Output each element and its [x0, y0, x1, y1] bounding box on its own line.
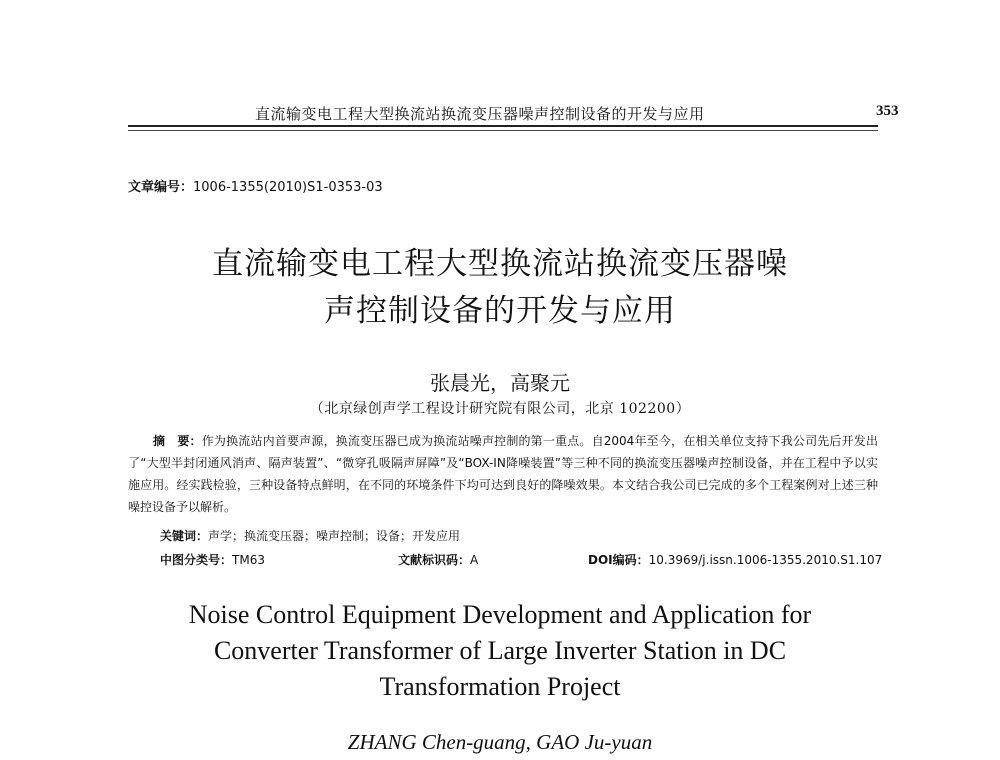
chinese-affiliation: （北京绿创声学工程设计研究院有限公司，北京 102200） — [309, 401, 691, 417]
running-title: 直流输变电工程大型换流站换流变压器噪声控制设备的开发与应用 — [255, 105, 705, 123]
doi-value: 10.3969/j.issn.1006-1355.2010.S1.107 — [648, 553, 883, 567]
document-code-value: A — [470, 553, 479, 567]
english-authors: ZHANG Chen-guang, GAO Ju-yuan — [347, 730, 653, 754]
abstract — [128, 430, 878, 518]
chinese-title-line-2: 声控制设备的开发与应用 — [324, 293, 676, 329]
keywords — [160, 527, 460, 544]
clc-number — [160, 551, 265, 568]
document-code — [398, 551, 478, 568]
english-title-line-2: Converter Transformer of Large Inverter Station in DC — [213, 636, 787, 665]
article-number — [128, 176, 383, 195]
page-number: 353 — [876, 103, 899, 119]
english-title-line-1: Noise Control Equipment Development and Application for — [188, 600, 812, 629]
clc-value: TM63 — [232, 553, 265, 567]
article-number-label: 文章编号： — [128, 180, 194, 195]
keywords-label: 关键词： — [160, 529, 209, 543]
english-title-line-3: Transformation Project — [379, 672, 621, 701]
doi-label: DOI编码： — [588, 553, 649, 567]
doi — [588, 551, 882, 568]
document-code-label: 文献标识码： — [398, 553, 471, 567]
article-number-value: 1006-1355(2010)S1-0353-03 — [193, 180, 383, 195]
clc-label: 中图分类号： — [160, 553, 233, 567]
keywords-text: 声学；换流变压器；噪声控制；设备；开发应用 — [208, 529, 461, 543]
header-rule-thin — [128, 130, 878, 131]
chinese-title-line-1: 直流输变电工程大型换流站换流变压器噪 — [212, 246, 788, 282]
abstract-label: 摘 要： — [153, 434, 202, 448]
header-rule-thick — [128, 125, 878, 127]
chinese-authors: 张晨光，高聚元 — [430, 371, 570, 395]
abstract-text: 作为换流站内首要声源，换流变压器已成为换流站噪声控制的第一重点。自2004年至今，在相关单位支持下我公司先后开发出了“大型半封闭通风消声、隔声装置”、“微穿孔吸隔声屏障”及“BOX-IN降噪装置”等三种不同的换流变压器噪声控制设备，并在工程中予以实施应用。经实践检验，三种设备特点鲜明，在不同的环境条件下均可达到良好的降噪效果。本文结合我公司已完成的多个工程案例对上述三种噪控设备予以解析。 — [128, 434, 878, 514]
